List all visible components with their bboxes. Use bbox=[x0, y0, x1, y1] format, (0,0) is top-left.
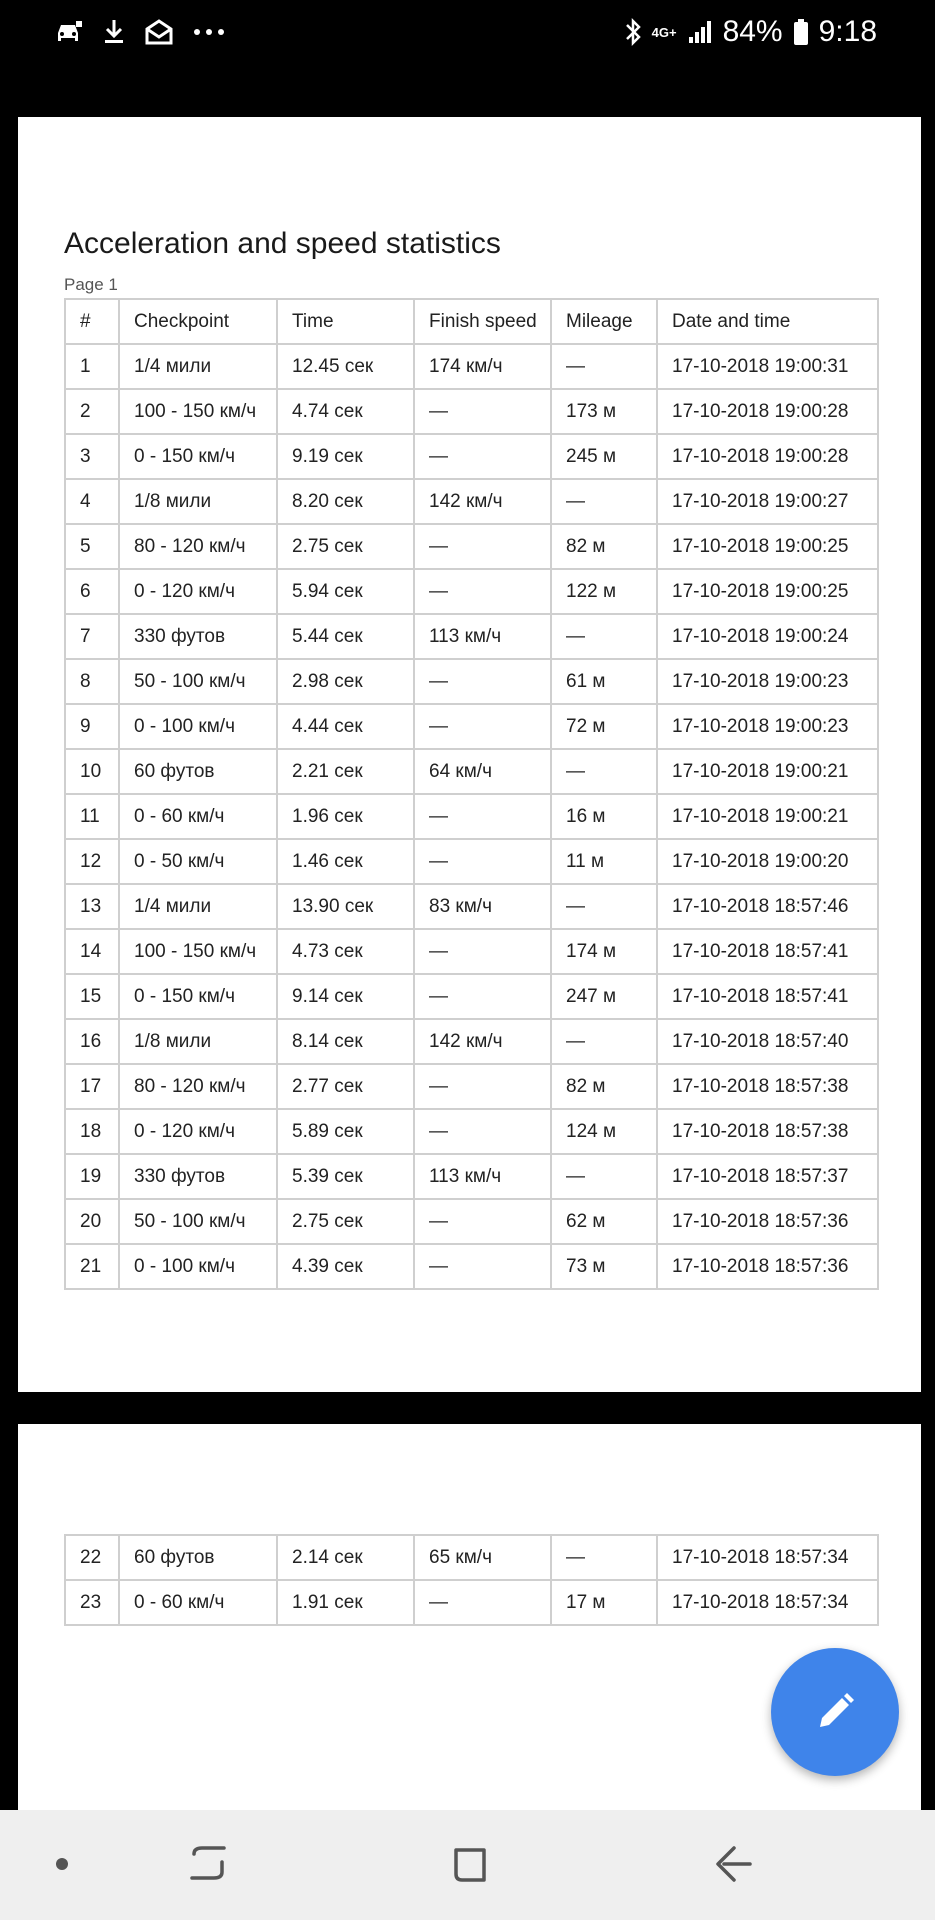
table-cell: 17-10-2018 19:00:27 bbox=[657, 479, 878, 524]
table-cell: 12.45 сек bbox=[277, 344, 414, 389]
notification-icons bbox=[0, 18, 226, 46]
stats-table-continued bbox=[64, 1534, 879, 1626]
table-cell: — bbox=[414, 794, 551, 839]
table-row bbox=[65, 1535, 878, 1580]
table-cell: 8.20 сек bbox=[277, 479, 414, 524]
table-cell: 174 м bbox=[551, 929, 657, 974]
table-cell: 17-10-2018 19:00:28 bbox=[657, 434, 878, 479]
home-icon[interactable] bbox=[450, 1842, 492, 1886]
table-cell: 17-10-2018 19:00:20 bbox=[657, 839, 878, 884]
table-cell: 0 - 50 км/ч bbox=[119, 839, 277, 884]
table-cell: 2.75 сек bbox=[277, 524, 414, 569]
table-cell: 173 м bbox=[551, 389, 657, 434]
table-cell: 4.44 сек bbox=[277, 704, 414, 749]
network-type: 4G+ bbox=[651, 24, 677, 40]
table-cell: 100 - 150 км/ч bbox=[119, 929, 277, 974]
table-cell: 60 футов bbox=[119, 1535, 277, 1580]
clock: 9:18 bbox=[818, 15, 877, 48]
table-cell: — bbox=[414, 389, 551, 434]
battery-percent: 84% bbox=[722, 15, 783, 48]
table-cell: 17-10-2018 18:57:34 bbox=[657, 1580, 878, 1625]
table-row bbox=[65, 434, 878, 479]
table-cell: 0 - 60 км/ч bbox=[119, 794, 277, 839]
table-row bbox=[65, 1109, 878, 1154]
table-cell: 1/4 мили bbox=[119, 884, 277, 929]
mail-icon bbox=[144, 18, 174, 46]
table-row bbox=[65, 1064, 878, 1109]
table-cell: 20 bbox=[65, 1199, 119, 1244]
table-cell: — bbox=[551, 614, 657, 659]
table-cell: 17-10-2018 18:57:37 bbox=[657, 1154, 878, 1199]
table-cell: 50 - 100 км/ч bbox=[119, 659, 277, 704]
table-row bbox=[65, 344, 878, 389]
table-cell: 10 bbox=[65, 749, 119, 794]
table-cell: 80 - 120 км/ч bbox=[119, 524, 277, 569]
table-cell: 17-10-2018 19:00:24 bbox=[657, 614, 878, 659]
more-icon bbox=[192, 27, 226, 37]
table-cell: — bbox=[414, 1580, 551, 1625]
table-cell: 4.39 сек bbox=[277, 1244, 414, 1289]
table-cell: 174 км/ч bbox=[414, 344, 551, 389]
table-cell: — bbox=[551, 1535, 657, 1580]
table-cell: — bbox=[414, 974, 551, 1019]
table-cell: 11 м bbox=[551, 839, 657, 884]
table-cell: 9.14 сек bbox=[277, 974, 414, 1019]
table-row bbox=[65, 1154, 878, 1199]
navigation-bar bbox=[0, 1810, 935, 1920]
table-cell: 0 - 150 км/ч bbox=[119, 434, 277, 479]
column-header: # bbox=[65, 299, 119, 344]
table-row bbox=[65, 389, 878, 434]
bluetooth-icon bbox=[624, 17, 642, 47]
table-cell: — bbox=[414, 434, 551, 479]
table-cell: — bbox=[414, 704, 551, 749]
table-cell: 113 км/ч bbox=[414, 1154, 551, 1199]
table-cell: 17-10-2018 18:57:40 bbox=[657, 1019, 878, 1064]
table-cell: — bbox=[551, 1154, 657, 1199]
table-cell: 4 bbox=[65, 479, 119, 524]
table-cell: 17-10-2018 18:57:38 bbox=[657, 1064, 878, 1109]
column-header: Finish speed bbox=[414, 299, 551, 344]
table-cell: 5.89 сек bbox=[277, 1109, 414, 1154]
table-cell: 17-10-2018 18:57:36 bbox=[657, 1244, 878, 1289]
download-icon bbox=[102, 18, 126, 46]
table-cell: 17-10-2018 18:57:34 bbox=[657, 1535, 878, 1580]
table-cell: 21 bbox=[65, 1244, 119, 1289]
table-cell: — bbox=[551, 884, 657, 929]
system-status bbox=[624, 15, 935, 49]
table-row bbox=[65, 1580, 878, 1625]
table-cell: 13.90 сек bbox=[277, 884, 414, 929]
column-header: Date and time bbox=[657, 299, 878, 344]
table-row bbox=[65, 659, 878, 704]
table-cell: 0 - 120 км/ч bbox=[119, 1109, 277, 1154]
page-label: Page 1 bbox=[64, 275, 118, 294]
table-cell: 22 bbox=[65, 1535, 119, 1580]
document-page-1 bbox=[18, 117, 921, 1392]
table-cell: 8 bbox=[65, 659, 119, 704]
table-row bbox=[65, 524, 878, 569]
battery-icon bbox=[793, 18, 809, 46]
table-cell: 50 - 100 км/ч bbox=[119, 1199, 277, 1244]
table-row bbox=[65, 929, 878, 974]
table-cell: 3 bbox=[65, 434, 119, 479]
table-cell: 18 bbox=[65, 1109, 119, 1154]
table-cell: 5.44 сек bbox=[277, 614, 414, 659]
table-cell: 1.91 сек bbox=[277, 1580, 414, 1625]
table-cell: 330 футов bbox=[119, 614, 277, 659]
table-cell: 2.77 сек bbox=[277, 1064, 414, 1109]
table-row bbox=[65, 704, 878, 749]
stats-table bbox=[64, 298, 879, 1290]
table-header-row bbox=[65, 299, 878, 344]
table-cell: — bbox=[414, 1064, 551, 1109]
table-cell: — bbox=[551, 479, 657, 524]
table-cell: 16 м bbox=[551, 794, 657, 839]
table-cell: 17-10-2018 19:00:21 bbox=[657, 794, 878, 839]
table-cell: 5.39 сек bbox=[277, 1154, 414, 1199]
back-icon[interactable] bbox=[712, 1842, 754, 1886]
table-cell: 0 - 100 км/ч bbox=[119, 1244, 277, 1289]
dot-icon[interactable] bbox=[55, 1857, 69, 1871]
table-cell: 0 - 100 км/ч bbox=[119, 704, 277, 749]
table-cell: 60 футов bbox=[119, 749, 277, 794]
column-header: Checkpoint bbox=[119, 299, 277, 344]
table-cell: 16 bbox=[65, 1019, 119, 1064]
table-cell: — bbox=[414, 1244, 551, 1289]
table-cell: 8.14 сек bbox=[277, 1019, 414, 1064]
table-cell: 0 - 60 км/ч bbox=[119, 1580, 277, 1625]
table-cell: 23 bbox=[65, 1580, 119, 1625]
table-cell: 17-10-2018 18:57:38 bbox=[657, 1109, 878, 1154]
table-cell: 17-10-2018 18:57:41 bbox=[657, 929, 878, 974]
table-cell: 17-10-2018 18:57:36 bbox=[657, 1199, 878, 1244]
table-cell: 142 км/ч bbox=[414, 1019, 551, 1064]
table-cell: 13 bbox=[65, 884, 119, 929]
table-cell: 247 м bbox=[551, 974, 657, 1019]
table-cell: — bbox=[414, 659, 551, 704]
table-cell: 2 bbox=[65, 389, 119, 434]
table-cell: 82 м bbox=[551, 1064, 657, 1109]
table-cell: — bbox=[551, 344, 657, 389]
table-cell: 15 bbox=[65, 974, 119, 1019]
table-cell: — bbox=[414, 1199, 551, 1244]
table-cell: 62 м bbox=[551, 1199, 657, 1244]
table-cell: — bbox=[414, 929, 551, 974]
table-cell: 17-10-2018 19:00:25 bbox=[657, 524, 878, 569]
column-header: Mileage bbox=[551, 299, 657, 344]
table-cell: — bbox=[551, 1019, 657, 1064]
table-cell: 65 км/ч bbox=[414, 1535, 551, 1580]
table-cell: 100 - 150 км/ч bbox=[119, 389, 277, 434]
table-cell: 9.19 сек bbox=[277, 434, 414, 479]
table-cell: 4.73 сек bbox=[277, 929, 414, 974]
table-cell: 1.46 сек bbox=[277, 839, 414, 884]
table-cell: 4.74 сек bbox=[277, 389, 414, 434]
table-cell: 17-10-2018 19:00:31 bbox=[657, 344, 878, 389]
table-cell: 5.94 сек bbox=[277, 569, 414, 614]
table-cell: 80 - 120 км/ч bbox=[119, 1064, 277, 1109]
table-cell: 2.75 сек bbox=[277, 1199, 414, 1244]
recents-icon[interactable] bbox=[188, 1842, 228, 1886]
table-cell: — bbox=[414, 1109, 551, 1154]
table-cell: 82 м bbox=[551, 524, 657, 569]
table-cell: — bbox=[414, 839, 551, 884]
table-cell: 17-10-2018 19:00:23 bbox=[657, 659, 878, 704]
table-cell: 7 bbox=[65, 614, 119, 659]
table-row bbox=[65, 794, 878, 839]
table-cell: 14 bbox=[65, 929, 119, 974]
table-cell: 12 bbox=[65, 839, 119, 884]
table-cell: 1 bbox=[65, 344, 119, 389]
edit-fab-button[interactable] bbox=[771, 1648, 899, 1776]
table-cell: 2.21 сек bbox=[277, 749, 414, 794]
table-cell: 142 км/ч bbox=[414, 479, 551, 524]
table-cell: 17-10-2018 19:00:28 bbox=[657, 389, 878, 434]
table-cell: 1/8 мили bbox=[119, 1019, 277, 1064]
table-cell: 9 bbox=[65, 704, 119, 749]
table-cell: — bbox=[414, 569, 551, 614]
table-cell: 330 футов bbox=[119, 1154, 277, 1199]
table-cell: 19 bbox=[65, 1154, 119, 1199]
table-cell: — bbox=[414, 524, 551, 569]
table-row bbox=[65, 839, 878, 884]
table-cell: 124 м bbox=[551, 1109, 657, 1154]
pencil-icon bbox=[812, 1689, 858, 1735]
table-cell: 5 bbox=[65, 524, 119, 569]
signal-icon bbox=[687, 19, 713, 45]
table-row bbox=[65, 479, 878, 524]
table-row bbox=[65, 749, 878, 794]
car-icon bbox=[54, 19, 84, 45]
table-cell: 122 м bbox=[551, 569, 657, 614]
table-cell: 2.14 сек bbox=[277, 1535, 414, 1580]
table-row bbox=[65, 1199, 878, 1244]
table-cell: 73 м bbox=[551, 1244, 657, 1289]
table-cell: 83 км/ч bbox=[414, 884, 551, 929]
table-cell: 17-10-2018 19:00:23 bbox=[657, 704, 878, 749]
status-bar bbox=[0, 0, 935, 64]
table-cell: 72 м bbox=[551, 704, 657, 749]
table-row bbox=[65, 974, 878, 1019]
table-cell: 17-10-2018 18:57:46 bbox=[657, 884, 878, 929]
table-row bbox=[65, 884, 878, 929]
table-cell: 2.98 сек bbox=[277, 659, 414, 704]
table-cell: 11 bbox=[65, 794, 119, 839]
table-cell: 0 - 120 км/ч bbox=[119, 569, 277, 614]
table-cell: 113 км/ч bbox=[414, 614, 551, 659]
table-cell: 17-10-2018 19:00:21 bbox=[657, 749, 878, 794]
table-cell: 1/8 мили bbox=[119, 479, 277, 524]
table-row bbox=[65, 1244, 878, 1289]
table-cell: 64 км/ч bbox=[414, 749, 551, 794]
document-title: Acceleration and speed statistics bbox=[64, 227, 501, 260]
table-cell: 1.96 сек bbox=[277, 794, 414, 839]
table-cell: 17-10-2018 19:00:25 bbox=[657, 569, 878, 614]
table-cell: 61 м bbox=[551, 659, 657, 704]
column-header: Time bbox=[277, 299, 414, 344]
table-cell: — bbox=[551, 749, 657, 794]
table-cell: 245 м bbox=[551, 434, 657, 479]
table-cell: 6 bbox=[65, 569, 119, 614]
table-row bbox=[65, 569, 878, 614]
table-cell: 0 - 150 км/ч bbox=[119, 974, 277, 1019]
table-cell: 17 м bbox=[551, 1580, 657, 1625]
table-cell: 1/4 мили bbox=[119, 344, 277, 389]
table-row bbox=[65, 614, 878, 659]
table-cell: 17-10-2018 18:57:41 bbox=[657, 974, 878, 1019]
table-row bbox=[65, 1019, 878, 1064]
table-cell: 17 bbox=[65, 1064, 119, 1109]
